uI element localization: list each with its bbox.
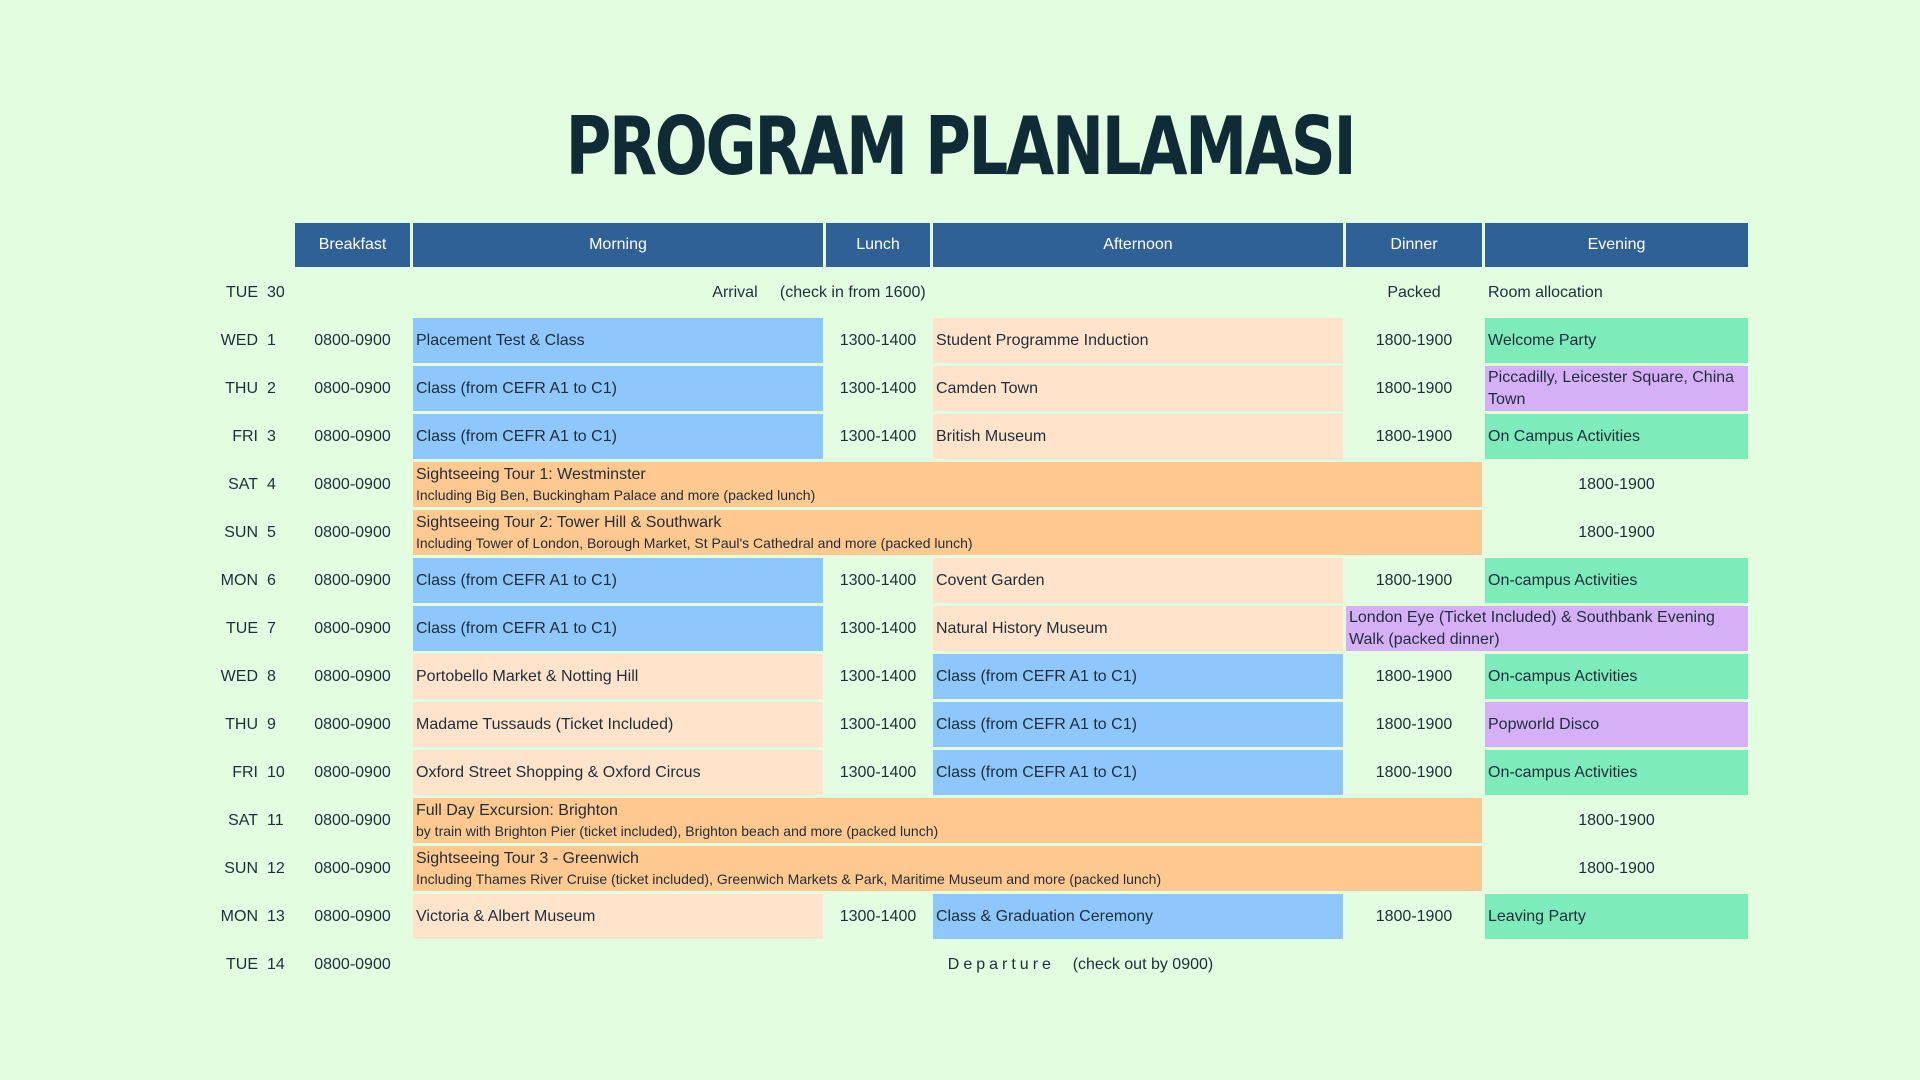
header-breakfast: Breakfast (295, 223, 410, 267)
evening-cell: On-campus Activities (1485, 750, 1748, 795)
day-name: MON (220, 571, 258, 589)
day-name: SUN (224, 523, 258, 541)
breakfast-cell: 0800-0900 (314, 427, 391, 445)
table-row (181, 414, 1751, 459)
tour-detail: Including Tower of London, Borough Market, St Paul's Cathedral and more (packed lunch) (416, 534, 973, 551)
day-date: 7 (267, 619, 276, 637)
breakfast-cell: 0800-0900 (314, 571, 391, 589)
day-date: 6 (267, 571, 276, 589)
day-name: TUE (226, 955, 258, 973)
day-name: THU (225, 715, 258, 733)
dinner-cell: 1800-1900 (1375, 427, 1453, 445)
morning-cell: Madame Tussauds (Ticket Included) (413, 702, 823, 747)
tour-cell (413, 846, 1482, 891)
morning-cell: Portobello Market & Notting Hill (413, 654, 823, 699)
header-row (181, 223, 1751, 267)
day-date: 10 (267, 763, 285, 781)
day-date: 2 (267, 379, 276, 397)
dinner-cell: 1800-1900 (1375, 571, 1453, 589)
day-name: WED (220, 667, 258, 685)
afternoon-cell: Class & Graduation Ceremony (933, 894, 1343, 939)
morning-cell: Class (from CEFR A1 to C1) (413, 366, 823, 411)
day-name: FRI (232, 763, 258, 781)
tour-title: Sightseeing Tour 2: Tower Hill & Southwark (416, 513, 722, 531)
lunch-cell: 1300-1400 (839, 331, 917, 349)
dinner-cell: 1800-1900 (1578, 811, 1655, 829)
day-name: TUE (226, 283, 258, 301)
morning-cell: Oxford Street Shopping & Oxford Circus (413, 750, 823, 795)
breakfast-cell: 0800-0900 (314, 379, 391, 397)
day-name: THU (225, 379, 258, 397)
day-name: SUN (224, 859, 258, 877)
evening-cell: On-campus Activities (1485, 654, 1748, 699)
arrival-cell (295, 270, 1343, 315)
table-row (181, 798, 1751, 843)
departure-cell (413, 942, 1748, 987)
evening-cell: Leaving Party (1485, 894, 1748, 939)
schedule-table (178, 220, 1754, 990)
dinner-cell: 1800-1900 (1578, 475, 1655, 493)
lunch-cell: 1300-1400 (839, 427, 917, 445)
arrival-note: (check in from 1600) (779, 283, 926, 301)
afternoon-cell: Student Programme Induction (933, 318, 1343, 363)
table-row (181, 654, 1751, 699)
day-date: 9 (267, 715, 276, 733)
table-row (181, 318, 1751, 363)
day-date: 1 (267, 331, 276, 349)
day-date: 30 (267, 283, 285, 301)
evening-cell: Room allocation (1488, 283, 1603, 301)
dinner-cell: 1800-1900 (1578, 859, 1655, 877)
morning-cell: Class (from CEFR A1 to C1) (413, 606, 823, 651)
day-date: 12 (267, 859, 285, 877)
dinner-cell: 1800-1900 (1375, 331, 1453, 349)
departure-note: (check out by 0900) (1072, 955, 1214, 973)
afternoon-cell: Class (from CEFR A1 to C1) (933, 654, 1343, 699)
header-lunch: Lunch (826, 223, 930, 267)
breakfast-cell: 0800-0900 (314, 475, 391, 493)
table-row-departure (181, 942, 1751, 987)
header-corner (181, 223, 292, 267)
dinner-cell: Packed (1387, 283, 1441, 301)
day-name: SAT (228, 475, 258, 493)
dinner-cell: 1800-1900 (1375, 715, 1453, 733)
breakfast-cell: 0800-0900 (314, 907, 391, 925)
day-name: SAT (228, 811, 258, 829)
afternoon-cell: Covent Garden (933, 558, 1343, 603)
table-row-arrival (181, 270, 1751, 315)
table-row (181, 462, 1751, 507)
tour-cell (413, 510, 1482, 555)
dinner-cell: 1800-1900 (1578, 523, 1655, 541)
day-name: FRI (232, 427, 258, 445)
morning-cell: Class (from CEFR A1 to C1) (413, 414, 823, 459)
table-row (181, 702, 1751, 747)
afternoon-cell: Natural History Museum (933, 606, 1343, 651)
breakfast-cell: 0800-0900 (314, 667, 391, 685)
breakfast-cell: 0800-0900 (314, 811, 391, 829)
tour-cell (413, 798, 1482, 843)
table-row (181, 894, 1751, 939)
lunch-cell: 1300-1400 (839, 571, 917, 589)
lunch-cell: 1300-1400 (839, 715, 917, 733)
breakfast-cell: 0800-0900 (314, 763, 391, 781)
evening-cell: Piccadilly, Leicester Square, China Town (1485, 366, 1748, 411)
dinner-cell: 1800-1900 (1375, 379, 1453, 397)
tour-title: Sightseeing Tour 1: Westminster (416, 465, 646, 483)
lunch-cell: 1300-1400 (839, 619, 917, 637)
table-row (181, 750, 1751, 795)
lunch-cell: 1300-1400 (839, 379, 917, 397)
header-dinner: Dinner (1346, 223, 1482, 267)
tour-detail: Including Thames River Cruise (ticket included), Greenwich Markets & Park, Maritime Museum and more (packed lunch) (416, 870, 1162, 887)
dinner-cell: 1800-1900 (1375, 907, 1453, 925)
day-date: 3 (267, 427, 276, 445)
tour-title: Full Day Excursion: Brighton (416, 801, 618, 819)
breakfast-cell: 0800-0900 (314, 331, 391, 349)
evening-cell: On Campus Activities (1485, 414, 1748, 459)
evening-cell: Welcome Party (1485, 318, 1748, 363)
day-date: 4 (267, 475, 276, 493)
departure-label: Departure (947, 955, 1055, 973)
day-name: MON (220, 907, 258, 925)
breakfast-cell: 0800-0900 (314, 955, 391, 973)
afternoon-cell: Class (from CEFR A1 to C1) (933, 750, 1343, 795)
arrival-label: Arrival (712, 283, 758, 301)
evening-cell: On-campus Activities (1485, 558, 1748, 603)
morning-cell: Victoria & Albert Museum (413, 894, 823, 939)
breakfast-cell: 0800-0900 (314, 523, 391, 541)
lunch-cell: 1300-1400 (839, 667, 917, 685)
header-morning: Morning (413, 223, 823, 267)
table-row (181, 558, 1751, 603)
tour-title: Sightseeing Tour 3 - Greenwich (416, 849, 639, 867)
header-evening: Evening (1485, 223, 1748, 267)
breakfast-cell: 0800-0900 (314, 619, 391, 637)
afternoon-cell: Camden Town (933, 366, 1343, 411)
dinner-cell: 1800-1900 (1375, 667, 1453, 685)
evening-cell: Popworld Disco (1485, 702, 1748, 747)
day-date: 14 (267, 955, 285, 973)
tour-detail: by train with Brighton Pier (ticket included), Brighton beach and more (packed lunch) (416, 822, 939, 839)
header-afternoon: Afternoon (933, 223, 1343, 267)
day-date: 13 (267, 907, 285, 925)
day-date: 5 (267, 523, 276, 541)
table-row (181, 846, 1751, 891)
breakfast-cell: 0800-0900 (314, 715, 391, 733)
dinner-cell: 1800-1900 (1375, 763, 1453, 781)
afternoon-cell: British Museum (933, 414, 1343, 459)
table-row (181, 366, 1751, 411)
breakfast-cell: 0800-0900 (314, 859, 391, 877)
day-name: WED (220, 331, 258, 349)
afternoon-cell: Class (from CEFR A1 to C1) (933, 702, 1343, 747)
table-row (181, 606, 1751, 651)
page-title: PROGRAM PLANLAMASI (565, 100, 1355, 193)
day-date: 8 (267, 667, 276, 685)
tour-detail: Including Big Ben, Buckingham Palace and more (packed lunch) (416, 486, 816, 503)
day-date: 11 (267, 811, 284, 829)
evening-cell: London Eye (Ticket Included) & Southbank Evening Walk (packed dinner) (1346, 606, 1748, 651)
morning-cell: Class (from CEFR A1 to C1) (413, 558, 823, 603)
table-row (181, 510, 1751, 555)
lunch-cell: 1300-1400 (839, 907, 917, 925)
lunch-cell: 1300-1400 (839, 763, 917, 781)
day-name: TUE (226, 619, 258, 637)
tour-cell (413, 462, 1482, 507)
morning-cell: Placement Test & Class (413, 318, 823, 363)
